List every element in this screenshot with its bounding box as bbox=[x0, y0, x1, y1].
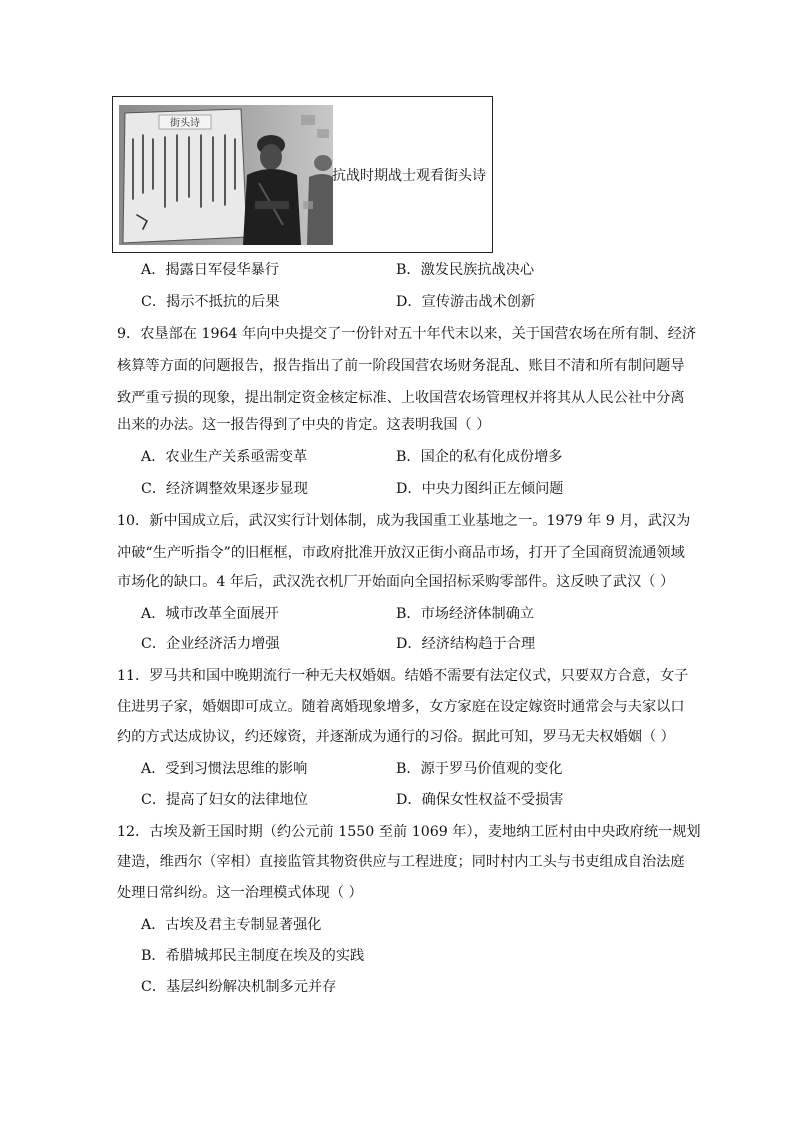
q11-stem-line-3: 约的方式达成协议，约还嫁资，并逐渐成为通行的习俗。据此可知，罗马无夫权婚姻（ ） bbox=[117, 729, 675, 745]
q9-stem-line-3: 致严重亏损的现象，提出制定资金核定标准、上收国营农场管理权并将其从人民公社中分离 bbox=[117, 390, 685, 406]
q10-option-b: B．市场经济体制确立 bbox=[396, 606, 535, 622]
q10-stem-line-3: 市场化的缺口。4 年后，武汉洗衣机厂开始面向全国招标采购零部件。这反映了武汉（ ） bbox=[117, 574, 675, 590]
q12-option-c: C．基层纠纷解决机制多元并存 bbox=[141, 979, 337, 995]
q8-option-d: D．宣传游击战术创新 bbox=[396, 294, 536, 310]
q9-option-c: C．经济调整效果逐步显现 bbox=[141, 481, 308, 497]
q8-option-a: A．揭露日军侵华暴行 bbox=[141, 262, 279, 278]
q11-option-c: C．提高了妇女的法律地位 bbox=[141, 792, 308, 808]
poster-heading: 街头诗 bbox=[170, 118, 200, 129]
figure-box bbox=[112, 96, 493, 253]
figure-caption: 抗战时期战士观看街头诗 bbox=[332, 168, 486, 184]
q12-option-b: B．希腊城邦民主制度在埃及的实践 bbox=[141, 948, 365, 964]
q11-stem-line-1: 11．罗马共和国中晚期流行一种无夫权婚姻。结婚不需要有法定仪式，只要双方合意，女子 bbox=[117, 668, 689, 684]
q8-option-c: C．揭示不抵抗的后果 bbox=[141, 294, 280, 310]
q10-stem-line-2: 冲破“生产听指令”的旧框框，市政府批准开放汉正街小商品市场，打开了全国商贸流通领域 bbox=[117, 545, 685, 561]
soldier-reading-poem-photo bbox=[119, 105, 333, 245]
q10-option-d: D．经济结构趋于合理 bbox=[396, 636, 536, 652]
q10-option-c: C．企业经济活力增强 bbox=[141, 636, 280, 652]
q11-option-b: B．源于罗马价值观的变化 bbox=[396, 761, 563, 777]
q10-stem-line-1: 10．新中国成立后，武汉实行计划体制，成为我国重工业基地之一。1979 年 9 月，武汉为 bbox=[117, 513, 691, 529]
q11-option-a: A．受到习惯法思维的影响 bbox=[141, 761, 308, 777]
q9-stem-line-1: 9．农垦部在 1964 年向中央提交了一份针对五十年代末以来，关于国营农场在所有制、经济 bbox=[117, 326, 697, 342]
q11-stem-line-2: 住进男子家，婚姻即可成立。随着离婚现象增多，女方家庭在设定嫁资时通常会与夫家以口 bbox=[117, 699, 685, 715]
q8-option-b: B．激发民族抗战决心 bbox=[396, 262, 535, 278]
q12-stem-line-2: 建造，维西尔（宰相）直接监管其物资供应与工程进度；同时村内工头与书吏组成自治法庭 bbox=[117, 854, 685, 870]
q12-stem-line-3: 处理日常纠纷。这一治理模式体现（ ） bbox=[117, 885, 363, 901]
q12-option-a: A．古埃及君主专制显著强化 bbox=[141, 917, 322, 933]
q9-stem-line-2: 核算等方面的问题报告，报告指出了前一阶段国营农场财务混乱、账目不清和所有制问题导 bbox=[117, 358, 685, 374]
q9-option-a: A．农业生产关系亟需变革 bbox=[141, 449, 308, 465]
q9-option-b: B．国企的私有化成份增多 bbox=[396, 449, 563, 465]
q9-stem-line-4: 出来的办法。这一报告得到了中央的肯定。这表明我国（ ） bbox=[117, 417, 491, 433]
q11-option-d: D．确保女性权益不受损害 bbox=[396, 792, 564, 808]
q9-option-d: D．中央力图纠正左倾问题 bbox=[396, 481, 564, 497]
q12-stem-line-1: 12．古埃及新王国时期（约公元前 1550 至前 1069 年），麦地纳工匠村由中央政府统一规划 bbox=[117, 824, 701, 840]
q10-option-a: A．城市改革全面展开 bbox=[141, 606, 279, 622]
